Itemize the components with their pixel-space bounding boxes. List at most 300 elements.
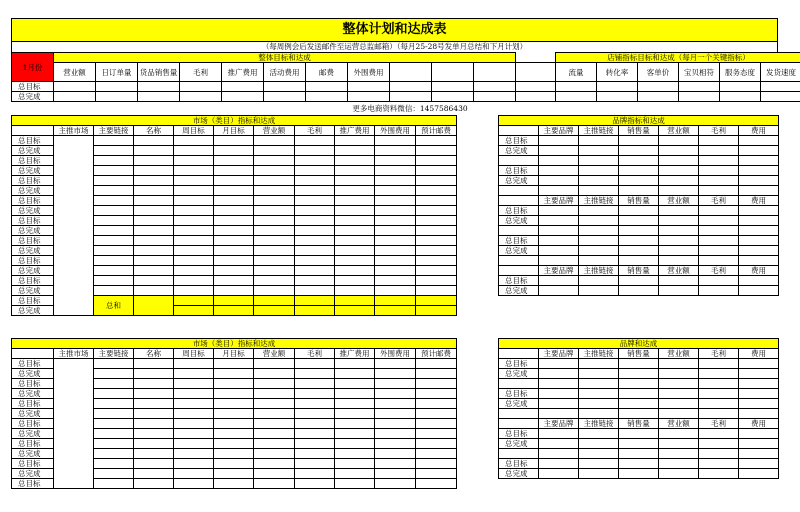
data-cell[interactable] [659,206,699,216]
data-cell[interactable] [295,459,335,469]
data-cell[interactable] [619,246,659,256]
data-cell[interactable] [214,136,254,146]
data-cell[interactable] [94,286,134,296]
data-cell[interactable] [375,286,416,296]
data-cell[interactable] [416,236,457,246]
data-cell[interactable] [295,166,335,176]
data-cell[interactable] [254,286,295,296]
data-cell[interactable] [619,399,659,409]
data-cell[interactable] [254,389,295,399]
data-cell[interactable] [619,459,659,469]
data-cell[interactable] [699,216,739,226]
data-cell[interactable] [539,156,579,166]
data-cell[interactable] [375,276,416,286]
data-cell[interactable] [335,226,375,236]
data-cell[interactable] [174,286,214,296]
data-cell[interactable] [254,236,295,246]
data-cell[interactable] [739,246,779,256]
data-cell[interactable] [659,276,699,286]
data-cell[interactable] [579,256,619,266]
sum-cell[interactable] [335,306,375,316]
data-cell[interactable] [295,146,335,156]
data-cell[interactable] [214,216,254,226]
data-cell[interactable] [416,409,457,419]
data-cell[interactable] [295,389,335,399]
data-cell[interactable] [174,369,214,379]
data-cell[interactable] [174,166,214,176]
data-cell[interactable] [214,379,254,389]
data-cell[interactable] [335,479,375,489]
data-cell[interactable] [539,286,579,296]
data-cell[interactable] [254,469,295,479]
data-cell[interactable] [214,186,254,196]
data-cell[interactable] [579,379,619,389]
data-cell[interactable] [739,399,779,409]
data-cell[interactable] [739,216,779,226]
data-cell[interactable] [375,389,416,399]
data-cell[interactable] [416,359,457,369]
data-cell[interactable] [659,286,699,296]
data-cell[interactable] [375,146,416,156]
data-cell[interactable] [134,176,174,186]
data-cell[interactable] [254,359,295,369]
data-cell[interactable] [295,359,335,369]
data-cell[interactable] [94,136,134,146]
data-cell[interactable] [174,379,214,389]
data-cell[interactable] [134,469,174,479]
data-cell[interactable] [94,459,134,469]
data-cell[interactable] [619,166,659,176]
data-cell[interactable] [335,236,375,246]
data-cell[interactable] [579,166,619,176]
data-cell[interactable] [214,439,254,449]
data-cell[interactable] [539,379,579,389]
data-cell[interactable] [214,469,254,479]
data-cell[interactable] [579,389,619,399]
data-cell[interactable] [94,206,134,216]
data-cell[interactable] [699,379,739,389]
data-cell[interactable] [335,359,375,369]
data-cell[interactable] [739,256,779,266]
data-cell[interactable] [134,246,174,256]
data-cell[interactable] [94,439,134,449]
data-cell[interactable] [214,196,254,206]
data-cell[interactable] [254,419,295,429]
data-cell[interactable] [375,196,416,206]
data-cell[interactable] [94,276,134,286]
data-cell[interactable] [539,176,579,186]
data-cell[interactable] [174,186,214,196]
data-cell[interactable] [539,359,579,369]
data-cell[interactable] [214,166,254,176]
data-cell[interactable] [214,479,254,489]
data-cell[interactable] [499,186,539,196]
data-cell[interactable] [335,459,375,469]
sum-cell[interactable] [134,296,174,316]
data-cell[interactable] [699,369,739,379]
data-cell[interactable] [134,419,174,429]
data-cell[interactable] [416,216,457,226]
data-cell[interactable] [134,429,174,439]
data-cell[interactable] [295,136,335,146]
data-cell[interactable] [579,236,619,246]
data-cell[interactable] [134,286,174,296]
data-cell[interactable] [699,236,739,246]
data-cell[interactable] [295,399,335,409]
data-cell[interactable] [254,176,295,186]
sum-cell[interactable] [174,306,214,316]
data-cell[interactable] [174,196,214,206]
data-cell[interactable] [295,276,335,286]
data-cell[interactable] [335,469,375,479]
data-cell[interactable] [254,256,295,266]
data-cell[interactable] [699,459,739,469]
data-cell[interactable] [416,379,457,389]
data-cell[interactable] [335,389,375,399]
data-cell[interactable] [94,246,134,256]
sum-cell[interactable] [214,296,254,306]
data-cell[interactable] [335,186,375,196]
data-cell[interactable] [619,226,659,236]
data-cell[interactable] [174,479,214,489]
data-cell[interactable] [659,136,699,146]
data-cell[interactable] [659,379,699,389]
data-cell[interactable] [254,379,295,389]
data-cell[interactable] [739,439,779,449]
data-cell[interactable] [619,469,659,479]
data-cell[interactable] [375,136,416,146]
sum-cell[interactable] [375,296,416,306]
data-cell[interactable] [699,176,739,186]
data-cell[interactable] [214,399,254,409]
data-cell[interactable] [499,256,539,266]
data-cell[interactable] [335,439,375,449]
data-cell[interactable] [174,246,214,256]
data-cell[interactable] [539,186,579,196]
data-cell[interactable] [659,156,699,166]
data-cell[interactable] [335,146,375,156]
data-cell[interactable] [416,206,457,216]
data-cell[interactable] [416,276,457,286]
data-cell[interactable] [94,359,134,369]
data-cell[interactable] [619,389,659,399]
data-cell[interactable] [699,286,739,296]
data-cell[interactable] [94,146,134,156]
sum-cell[interactable] [295,296,335,306]
data-cell[interactable] [539,449,579,459]
data-cell[interactable] [699,429,739,439]
data-cell[interactable] [659,166,699,176]
data-cell[interactable] [134,166,174,176]
data-cell[interactable] [295,286,335,296]
data-cell[interactable] [579,146,619,156]
data-cell[interactable] [539,166,579,176]
data-cell[interactable] [659,226,699,236]
data-cell[interactable] [416,246,457,256]
data-cell[interactable] [295,429,335,439]
data-cell[interactable] [699,439,739,449]
data-cell[interactable] [739,429,779,439]
data-cell[interactable] [539,136,579,146]
data-cell[interactable] [214,226,254,236]
data-cell[interactable] [295,206,335,216]
sum-cell[interactable] [254,306,295,316]
data-cell[interactable] [416,389,457,399]
data-cell[interactable] [699,186,739,196]
data-cell[interactable] [375,216,416,226]
data-cell[interactable] [295,196,335,206]
data-cell[interactable] [254,146,295,156]
market-cell[interactable] [54,136,94,316]
data-cell[interactable] [416,419,457,429]
data-cell[interactable] [539,469,579,479]
data-cell[interactable] [214,156,254,166]
data-cell[interactable] [739,136,779,146]
data-cell[interactable] [499,226,539,236]
data-cell[interactable] [579,399,619,409]
sum-cell[interactable] [416,296,457,306]
data-cell[interactable] [375,439,416,449]
data-cell[interactable] [134,409,174,419]
data-cell[interactable] [619,186,659,196]
data-cell[interactable] [699,389,739,399]
data-cell[interactable] [295,419,335,429]
data-cell[interactable] [295,176,335,186]
data-cell[interactable] [94,256,134,266]
data-cell[interactable] [335,419,375,429]
data-cell[interactable] [619,206,659,216]
data-cell[interactable] [214,429,254,439]
data-cell[interactable] [579,449,619,459]
data-cell[interactable] [174,389,214,399]
data-cell[interactable] [619,369,659,379]
data-cell[interactable] [94,166,134,176]
data-cell[interactable] [94,379,134,389]
data-cell[interactable] [659,216,699,226]
data-cell[interactable] [174,399,214,409]
data-cell[interactable] [214,409,254,419]
data-cell[interactable] [659,246,699,256]
data-cell[interactable] [416,256,457,266]
data-cell[interactable] [659,236,699,246]
data-cell[interactable] [699,359,739,369]
data-cell[interactable] [539,246,579,256]
data-cell[interactable] [416,429,457,439]
data-cell[interactable] [539,206,579,216]
data-cell[interactable] [699,206,739,216]
data-cell[interactable] [174,469,214,479]
data-cell[interactable] [375,166,416,176]
data-cell[interactable] [619,449,659,459]
data-cell[interactable] [214,286,254,296]
data-cell[interactable] [739,156,779,166]
data-cell[interactable] [174,409,214,419]
sum-cell[interactable] [295,306,335,316]
data-cell[interactable] [214,266,254,276]
data-cell[interactable] [416,196,457,206]
data-cell[interactable] [619,276,659,286]
data-cell[interactable] [416,146,457,156]
data-cell[interactable] [416,186,457,196]
data-cell[interactable] [619,439,659,449]
data-cell[interactable] [659,469,699,479]
data-cell[interactable] [174,359,214,369]
data-cell[interactable] [295,479,335,489]
data-cell[interactable] [699,276,739,286]
data-cell[interactable] [619,156,659,166]
data-cell[interactable] [94,389,134,399]
data-cell[interactable] [94,369,134,379]
data-cell[interactable] [295,186,335,196]
data-cell[interactable] [539,226,579,236]
data-cell[interactable] [739,459,779,469]
data-cell[interactable] [94,156,134,166]
data-cell[interactable] [174,256,214,266]
data-cell[interactable] [579,186,619,196]
data-cell[interactable] [174,146,214,156]
data-cell[interactable] [659,389,699,399]
data-cell[interactable] [335,136,375,146]
data-cell[interactable] [295,369,335,379]
data-cell[interactable] [659,146,699,156]
data-cell[interactable] [134,206,174,216]
data-cell[interactable] [174,226,214,236]
data-cell[interactable] [579,469,619,479]
data-cell[interactable] [94,236,134,246]
data-cell[interactable] [375,256,416,266]
data-cell[interactable] [254,369,295,379]
data-cell[interactable] [579,359,619,369]
data-cell[interactable] [254,166,295,176]
data-cell[interactable] [174,276,214,286]
data-cell[interactable] [499,409,539,419]
data-cell[interactable] [214,419,254,429]
data-cell[interactable] [254,206,295,216]
data-cell[interactable] [579,226,619,236]
data-cell[interactable] [134,276,174,286]
data-cell[interactable] [335,379,375,389]
data-cell[interactable] [416,439,457,449]
data-cell[interactable] [375,429,416,439]
data-cell[interactable] [619,359,659,369]
data-cell[interactable] [94,409,134,419]
data-cell[interactable] [214,276,254,286]
data-cell[interactable] [335,449,375,459]
data-cell[interactable] [214,449,254,459]
data-cell[interactable] [174,266,214,276]
data-cell[interactable] [619,136,659,146]
data-cell[interactable] [214,389,254,399]
data-cell[interactable] [739,276,779,286]
data-cell[interactable] [335,256,375,266]
data-cell[interactable] [295,156,335,166]
data-cell[interactable] [739,186,779,196]
data-cell[interactable] [416,459,457,469]
data-cell[interactable] [539,429,579,439]
data-cell[interactable] [94,429,134,439]
data-cell[interactable] [134,479,174,489]
data-cell[interactable] [375,266,416,276]
data-cell[interactable] [416,176,457,186]
data-cell[interactable] [94,176,134,186]
data-cell[interactable] [739,286,779,296]
data-cell[interactable] [134,379,174,389]
data-cell[interactable] [579,439,619,449]
data-cell[interactable] [739,206,779,216]
data-cell[interactable] [375,459,416,469]
data-cell[interactable] [579,176,619,186]
data-cell[interactable] [416,286,457,296]
data-cell[interactable] [375,449,416,459]
data-cell[interactable] [416,136,457,146]
data-cell[interactable] [699,246,739,256]
data-cell[interactable] [699,146,739,156]
data-cell[interactable] [539,276,579,286]
data-cell[interactable] [134,399,174,409]
data-cell[interactable] [214,206,254,216]
data-cell[interactable] [134,449,174,459]
data-cell[interactable] [699,136,739,146]
data-cell[interactable] [254,429,295,439]
data-cell[interactable] [335,246,375,256]
data-cell[interactable] [94,196,134,206]
data-cell[interactable] [335,176,375,186]
data-cell[interactable] [335,206,375,216]
data-cell[interactable] [335,409,375,419]
data-cell[interactable] [94,469,134,479]
data-cell[interactable] [174,459,214,469]
data-cell[interactable] [375,479,416,489]
data-cell[interactable] [94,399,134,409]
data-cell[interactable] [295,449,335,459]
data-cell[interactable] [739,389,779,399]
data-cell[interactable] [619,286,659,296]
data-cell[interactable] [739,379,779,389]
data-cell[interactable] [295,236,335,246]
data-cell[interactable] [134,226,174,236]
data-cell[interactable] [619,429,659,439]
data-cell[interactable] [579,286,619,296]
data-cell[interactable] [94,226,134,236]
data-cell[interactable] [659,369,699,379]
data-cell[interactable] [539,216,579,226]
data-cell[interactable] [659,429,699,439]
data-cell[interactable] [335,286,375,296]
data-cell[interactable] [619,236,659,246]
data-cell[interactable] [335,276,375,286]
data-cell[interactable] [416,469,457,479]
data-cell[interactable] [254,439,295,449]
data-cell[interactable] [134,196,174,206]
data-cell[interactable] [254,186,295,196]
data-cell[interactable] [659,256,699,266]
data-cell[interactable] [375,359,416,369]
data-cell[interactable] [579,409,619,419]
data-cell[interactable] [416,226,457,236]
data-cell[interactable] [335,196,375,206]
data-cell[interactable] [375,156,416,166]
sum-cell[interactable] [254,296,295,306]
data-cell[interactable] [579,369,619,379]
data-cell[interactable] [416,399,457,409]
data-cell[interactable] [739,176,779,186]
data-cell[interactable] [619,409,659,419]
data-cell[interactable] [699,409,739,419]
data-cell[interactable] [579,246,619,256]
sum-cell[interactable] [375,306,416,316]
data-cell[interactable] [295,256,335,266]
data-cell[interactable] [134,236,174,246]
